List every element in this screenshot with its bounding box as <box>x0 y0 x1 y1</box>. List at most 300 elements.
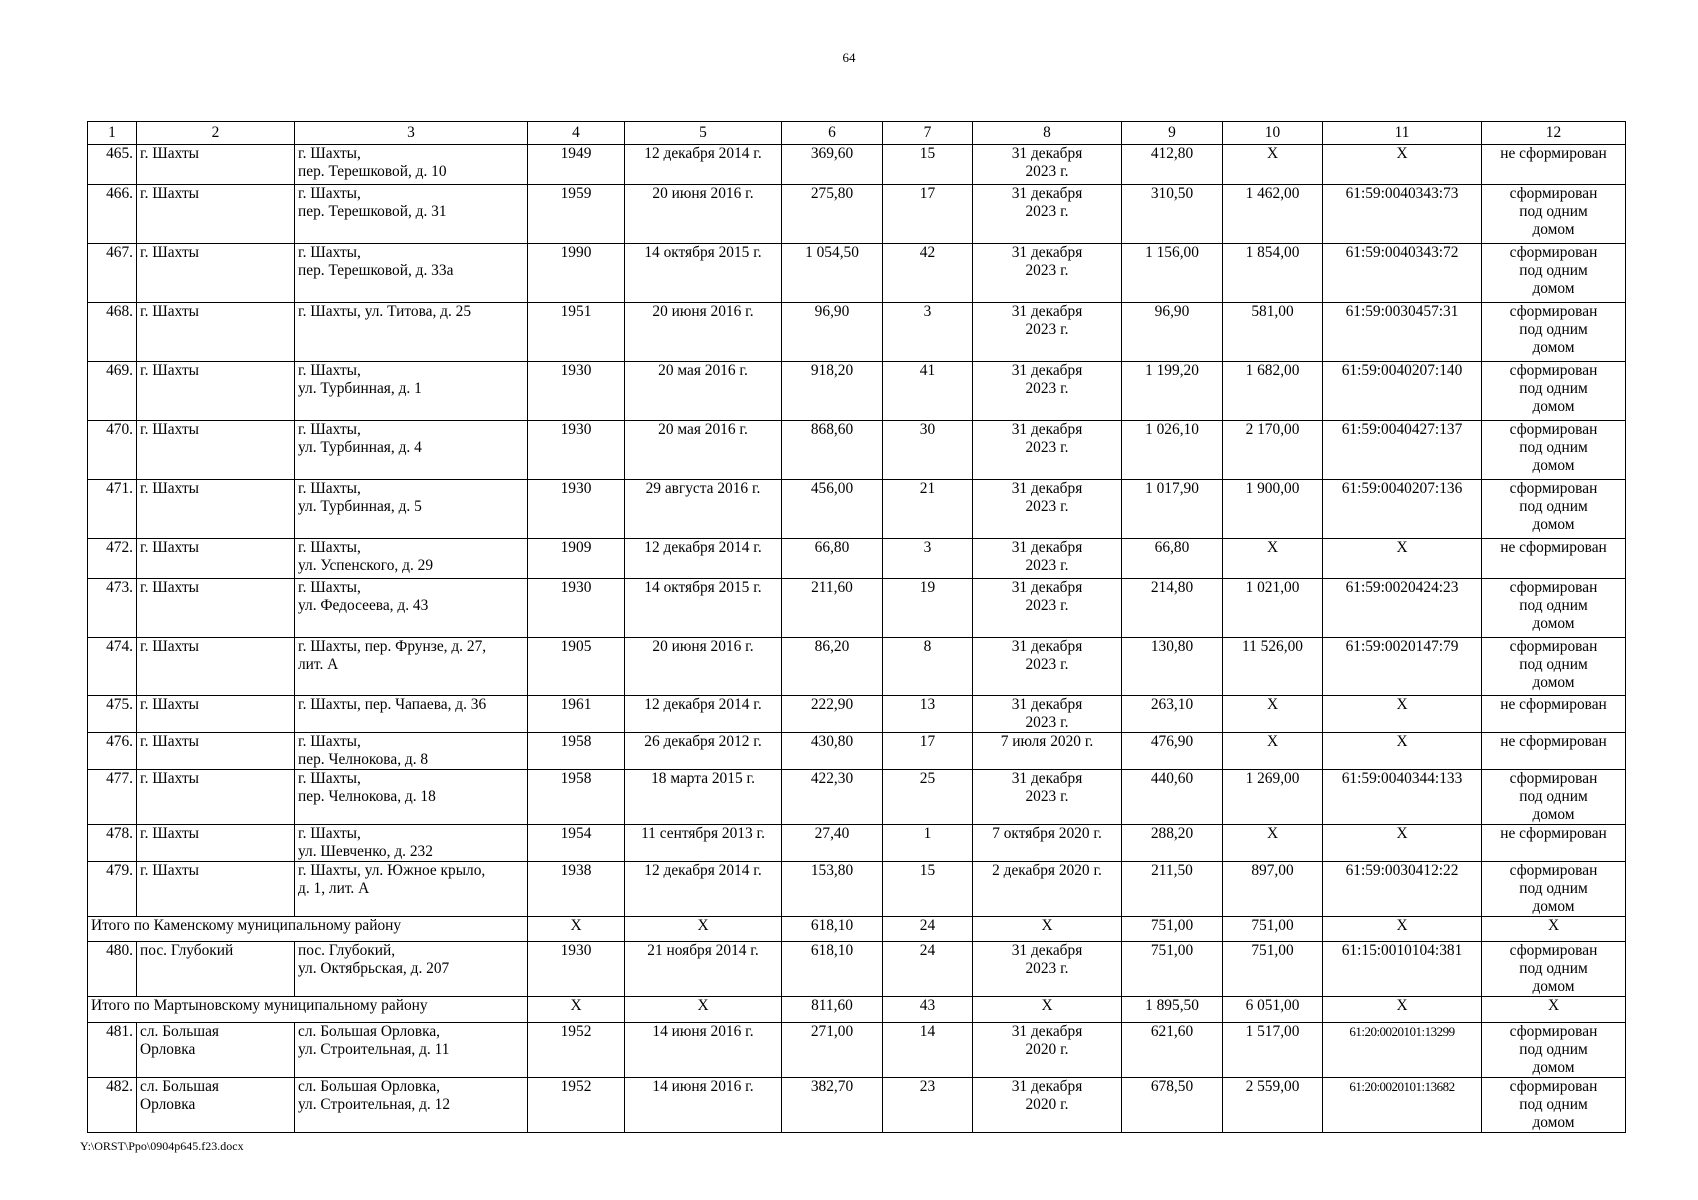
land-area: 751,00 <box>1223 917 1323 942</box>
cadastral-number: 61:59:0040427:137 <box>1323 421 1482 480</box>
deadline-line: 31 декабря <box>1011 942 1083 959</box>
table-row <box>88 185 1626 244</box>
land-status-line: домом <box>1532 1114 1575 1131</box>
year-built: 1938 <box>528 862 625 917</box>
deadline-line: 2023 г. <box>1025 788 1069 805</box>
row-number: 482. <box>88 1078 137 1133</box>
settlement: г. Шахты <box>137 733 295 770</box>
area-value: 382,70 <box>782 1078 883 1133</box>
cadastral-number: Х <box>1323 145 1482 185</box>
deadline <box>973 539 1122 579</box>
table-row <box>88 145 1626 185</box>
address-line: ул. Турбинная, д. 5 <box>298 498 422 515</box>
table-row <box>88 362 1626 421</box>
land-area: Х <box>1223 145 1323 185</box>
deadline-line: 2023 г. <box>1025 597 1069 614</box>
land-area: 1 854,00 <box>1223 244 1323 303</box>
deadline-line: 31 декабря <box>1011 421 1083 438</box>
land-status <box>1482 997 1626 1023</box>
deadline <box>973 185 1122 244</box>
deadline-line: 31 декабря <box>1011 244 1083 261</box>
table-row <box>88 244 1626 303</box>
area-value: 222,90 <box>782 696 883 733</box>
settlement-line: сл. Большая <box>140 1078 219 1095</box>
deadline <box>973 421 1122 480</box>
deadline <box>973 1078 1122 1133</box>
land-area: 581,00 <box>1223 303 1323 362</box>
residents-count: 42 <box>883 244 973 303</box>
land-status-line: под одним <box>1519 1096 1588 1113</box>
address <box>295 733 528 770</box>
deadline-line: 2023 г. <box>1025 656 1069 673</box>
year-built: 1909 <box>528 539 625 579</box>
total-area: 1 017,90 <box>1122 480 1223 539</box>
document-file-path: Y:\ORST\Ppo\0904p645.f23.docx <box>80 1139 244 1153</box>
column-number-row <box>88 122 1626 145</box>
land-status-line: не сформирован <box>1500 696 1607 713</box>
address <box>295 825 528 862</box>
deadline <box>973 997 1122 1023</box>
address-line: пер. Челнокова, д. 18 <box>298 788 436 805</box>
total-area: 751,00 <box>1122 917 1223 942</box>
deadline-line: 31 декабря <box>1011 145 1083 162</box>
address-line: г. Шахты, ул. Титова, д. 25 <box>298 303 472 320</box>
land-status-line: под одним <box>1519 498 1588 515</box>
address <box>295 421 528 480</box>
cadastral-number: Х <box>1323 917 1482 942</box>
settlement: г. Шахты <box>137 825 295 862</box>
decision-date: 14 октября 2015 г. <box>625 244 782 303</box>
address-line: г. Шахты, <box>298 825 361 842</box>
year-built: 1990 <box>528 244 625 303</box>
land-area: 2 559,00 <box>1223 1078 1323 1133</box>
settlement-line: Орловка <box>140 1041 196 1058</box>
total-area: 130,80 <box>1122 638 1223 696</box>
year-built: 1958 <box>528 770 625 825</box>
address <box>295 638 528 696</box>
table-row <box>88 421 1626 480</box>
deadline-line: 7 октября 2020 г. <box>992 825 1102 842</box>
deadline-line: 2 декабря 2020 г. <box>992 862 1102 879</box>
decision-date: 12 декабря 2014 г. <box>625 696 782 733</box>
land-status-line: Х <box>1547 917 1560 934</box>
cadastral-number: 61:59:0040343:73 <box>1323 185 1482 244</box>
table-row <box>88 638 1626 696</box>
cadastral-number: Х <box>1323 997 1482 1023</box>
table-row <box>88 770 1626 825</box>
land-status <box>1482 696 1626 733</box>
settlement: г. Шахты <box>137 579 295 638</box>
year-built: 1961 <box>528 696 625 733</box>
row-number: 466. <box>88 185 137 244</box>
land-status-line: домом <box>1532 398 1575 415</box>
decision-date: 12 декабря 2014 г. <box>625 539 782 579</box>
address <box>295 1023 528 1078</box>
deadline-line: 2023 г. <box>1025 262 1069 279</box>
area-value: 66,80 <box>782 539 883 579</box>
address-line: г. Шахты, <box>298 362 361 379</box>
address-line: ул. Строительная, д. 11 <box>298 1041 450 1058</box>
table-row <box>88 862 1626 917</box>
land-area: 1 021,00 <box>1223 579 1323 638</box>
deadline-line: 2020 г. <box>1025 1041 1069 1058</box>
row-number: 477. <box>88 770 137 825</box>
housing-table <box>87 121 1626 1133</box>
deadline-line: 2023 г. <box>1025 163 1069 180</box>
area-value: 430,80 <box>782 733 883 770</box>
land-status <box>1482 244 1626 303</box>
deadline <box>973 303 1122 362</box>
residents-count: 15 <box>883 145 973 185</box>
row-number: 465. <box>88 145 137 185</box>
land-area: Х <box>1223 539 1323 579</box>
total-area: 1 026,10 <box>1122 421 1223 480</box>
land-area: 897,00 <box>1223 862 1323 917</box>
land-status-line: под одним <box>1519 1041 1588 1058</box>
total-area: 678,50 <box>1122 1078 1223 1133</box>
address <box>295 539 528 579</box>
land-status <box>1482 770 1626 825</box>
land-status <box>1482 421 1626 480</box>
address-line: г. Шахты, <box>298 421 361 438</box>
land-status-line: под одним <box>1519 960 1588 977</box>
land-area: Х <box>1223 825 1323 862</box>
settlement: г. Шахты <box>137 185 295 244</box>
address-line: г. Шахты, <box>298 770 361 787</box>
settlement: г. Шахты <box>137 244 295 303</box>
year-built: 1930 <box>528 421 625 480</box>
deadline-line: 2023 г. <box>1025 714 1069 731</box>
row-number: 475. <box>88 696 137 733</box>
year-built: Х <box>528 917 625 942</box>
land-status-line: сформирован <box>1509 362 1598 379</box>
table-body <box>88 145 1626 1133</box>
land-area: 1 682,00 <box>1223 362 1323 421</box>
land-status-line: под одним <box>1519 380 1588 397</box>
address-line: ул. Шевченко, д. 232 <box>298 843 433 860</box>
land-status-line: не сформирован <box>1500 145 1607 162</box>
address <box>295 185 528 244</box>
decision-date: 26 декабря 2012 г. <box>625 733 782 770</box>
residents-count: 24 <box>883 942 973 997</box>
total-area: 288,20 <box>1122 825 1223 862</box>
deadline-line: 2023 г. <box>1025 498 1069 515</box>
land-status-line: Х <box>1547 997 1560 1014</box>
residents-count: 8 <box>883 638 973 696</box>
land-status-line: домом <box>1532 221 1575 238</box>
total-area: 440,60 <box>1122 770 1223 825</box>
address <box>295 145 528 185</box>
deadline-line: 2023 г. <box>1025 203 1069 220</box>
settlement <box>137 1023 295 1078</box>
land-status <box>1482 638 1626 696</box>
year-built: 1949 <box>528 145 625 185</box>
decision-date: 18 марта 2015 г. <box>625 770 782 825</box>
deadline <box>973 579 1122 638</box>
table-row <box>88 579 1626 638</box>
land-status-line: сформирован <box>1509 942 1598 959</box>
deadline <box>973 770 1122 825</box>
land-status <box>1482 942 1626 997</box>
district-total-row <box>88 917 1626 942</box>
deadline <box>973 942 1122 997</box>
land-status-line: под одним <box>1519 880 1588 897</box>
settlement: г. Шахты <box>137 145 295 185</box>
cadastral-number: 61:59:0040344:133 <box>1323 770 1482 825</box>
table-row <box>88 480 1626 539</box>
land-status-line: под одним <box>1519 656 1588 673</box>
land-status-line: домом <box>1532 806 1575 823</box>
deadline-line: 31 декабря <box>1011 362 1083 379</box>
area-value: 369,60 <box>782 145 883 185</box>
settlement-line: сл. Большая <box>140 1023 219 1040</box>
area-value: 456,00 <box>782 480 883 539</box>
residents-count: 17 <box>883 185 973 244</box>
address-line: ул. Турбинная, д. 1 <box>298 380 422 397</box>
table-row <box>88 539 1626 579</box>
land-status-line: домом <box>1532 898 1575 915</box>
residents-count: 24 <box>883 917 973 942</box>
area-value: 271,00 <box>782 1023 883 1078</box>
land-status-line: не сформирован <box>1500 539 1607 556</box>
address <box>295 862 528 917</box>
deadline-line: Х <box>1041 917 1053 934</box>
total-area: 211,50 <box>1122 862 1223 917</box>
land-status-line: сформирован <box>1509 421 1598 438</box>
row-number: 472. <box>88 539 137 579</box>
residents-count: 30 <box>883 421 973 480</box>
address-line: г. Шахты, <box>298 185 361 202</box>
row-number: 481. <box>88 1023 137 1078</box>
page-number: 64 <box>842 50 856 65</box>
address <box>295 770 528 825</box>
row-number: 469. <box>88 362 137 421</box>
deadline-line: 31 декабря <box>1011 303 1083 320</box>
land-status <box>1482 733 1626 770</box>
land-status <box>1482 303 1626 362</box>
area-value: 811,60 <box>782 997 883 1023</box>
settlement <box>137 1078 295 1133</box>
area-value: 918,20 <box>782 362 883 421</box>
address-line: сл. Большая Орловка, <box>298 1078 441 1095</box>
area-value: 422,30 <box>782 770 883 825</box>
deadline <box>973 244 1122 303</box>
address-line: ул. Успенского, д. 29 <box>298 557 434 574</box>
settlement: г. Шахты <box>137 421 295 480</box>
address-line: г. Шахты, <box>298 480 361 497</box>
land-status-line: под одним <box>1519 597 1588 614</box>
land-area: 1 462,00 <box>1223 185 1323 244</box>
deadline-line: 2023 г. <box>1025 960 1069 977</box>
land-area: 6 051,00 <box>1223 997 1323 1023</box>
land-status-line: сформирован <box>1509 1078 1598 1095</box>
row-number: 473. <box>88 579 137 638</box>
table-row <box>88 733 1626 770</box>
land-status-line: не сформирован <box>1500 733 1607 750</box>
residents-count: 17 <box>883 733 973 770</box>
land-status <box>1482 917 1626 942</box>
deadline-line: 31 декабря <box>1011 480 1083 497</box>
column-number-header: 7 <box>883 122 973 145</box>
deadline-line: 31 декабря <box>1011 579 1083 596</box>
residents-count: 3 <box>883 539 973 579</box>
land-area: Х <box>1223 696 1323 733</box>
total-area: 621,60 <box>1122 1023 1223 1078</box>
deadline-line: 2023 г. <box>1025 321 1069 338</box>
address <box>295 942 528 997</box>
land-status-line: не сформирован <box>1500 825 1607 842</box>
row-number: 470. <box>88 421 137 480</box>
residents-count: 14 <box>883 1023 973 1078</box>
total-area: 751,00 <box>1122 942 1223 997</box>
address-line: г. Шахты, <box>298 244 361 261</box>
land-status <box>1482 825 1626 862</box>
land-status <box>1482 579 1626 638</box>
deadline-line: 31 декабря <box>1011 185 1083 202</box>
land-status-line: домом <box>1532 674 1575 691</box>
address-line: ул. Федосеева, д. 43 <box>298 597 429 614</box>
address-line: г. Шахты, <box>298 733 361 750</box>
deadline <box>973 825 1122 862</box>
decision-date: Х <box>625 917 782 942</box>
year-built: 1930 <box>528 362 625 421</box>
deadline-line: 7 июля 2020 г. <box>1000 733 1094 750</box>
decision-date: 14 июня 2016 г. <box>625 1078 782 1133</box>
total-area: 412,80 <box>1122 145 1223 185</box>
cadastral-number: Х <box>1323 825 1482 862</box>
land-status <box>1482 185 1626 244</box>
address <box>295 362 528 421</box>
address-line: пос. Глубокий, <box>298 942 396 959</box>
address-line: г. Шахты, <box>298 145 361 162</box>
row-number: 474. <box>88 638 137 696</box>
deadline-line: 31 декабря <box>1011 770 1083 787</box>
cadastral-number: Х <box>1323 696 1482 733</box>
decision-date: 20 мая 2016 г. <box>625 421 782 480</box>
settlement: г. Шахты <box>137 480 295 539</box>
settlement: г. Шахты <box>137 862 295 917</box>
settlement: г. Шахты <box>137 696 295 733</box>
decision-date: 20 июня 2016 г. <box>625 185 782 244</box>
address-line: пер. Терешковой, д. 31 <box>298 203 447 220</box>
year-built: 1952 <box>528 1078 625 1133</box>
year-built: 1905 <box>528 638 625 696</box>
land-status-line: под одним <box>1519 321 1588 338</box>
land-area: 2 170,00 <box>1223 421 1323 480</box>
address <box>295 579 528 638</box>
address <box>295 480 528 539</box>
deadline <box>973 1023 1122 1078</box>
deadline-line: 31 декабря <box>1011 696 1083 713</box>
table-row <box>88 1023 1626 1078</box>
area-value: 618,10 <box>782 942 883 997</box>
residents-count: 3 <box>883 303 973 362</box>
column-number-header: 12 <box>1482 122 1626 145</box>
cadastral-number: 61:59:0040343:72 <box>1323 244 1482 303</box>
address-line: пер. Терешковой, д. 10 <box>298 163 447 180</box>
area-value: 96,90 <box>782 303 883 362</box>
area-value: 275,80 <box>782 185 883 244</box>
year-built: 1952 <box>528 1023 625 1078</box>
land-status-line: под одним <box>1519 203 1588 220</box>
address-line: д. 1, лит. А <box>298 880 370 897</box>
residents-count: 15 <box>883 862 973 917</box>
land-status-line: домом <box>1532 978 1575 995</box>
residents-count: 19 <box>883 579 973 638</box>
residents-count: 1 <box>883 825 973 862</box>
decision-date: 29 августа 2016 г. <box>625 480 782 539</box>
decision-date: Х <box>625 997 782 1023</box>
decision-date: 20 мая 2016 г. <box>625 362 782 421</box>
deadline <box>973 480 1122 539</box>
address-line: г. Шахты, ул. Южное крыло, <box>298 862 486 879</box>
land-status-line: под одним <box>1519 262 1588 279</box>
area-value: 86,20 <box>782 638 883 696</box>
cadastral-number: 61:15:0010104:381 <box>1323 942 1482 997</box>
land-status-line: сформирован <box>1509 303 1598 320</box>
land-status-line: домом <box>1532 615 1575 632</box>
land-status <box>1482 480 1626 539</box>
decision-date: 11 сентября 2013 г. <box>625 825 782 862</box>
cadastral-number: 61:59:0030457:31 <box>1323 303 1482 362</box>
land-status <box>1482 539 1626 579</box>
deadline <box>973 638 1122 696</box>
land-status-line: сформирован <box>1509 638 1598 655</box>
column-number-header: 9 <box>1122 122 1223 145</box>
land-status-line: домом <box>1532 339 1575 356</box>
housing-table-wrapper <box>87 121 1626 1133</box>
land-area: 1 900,00 <box>1223 480 1323 539</box>
area-value: 153,80 <box>782 862 883 917</box>
deadline-line: Х <box>1041 997 1053 1014</box>
year-built: 1959 <box>528 185 625 244</box>
land-status-line: сформирован <box>1509 244 1598 261</box>
land-status-line: сформирован <box>1509 770 1598 787</box>
deadline <box>973 917 1122 942</box>
area-value: 868,60 <box>782 421 883 480</box>
decision-date: 20 июня 2016 г. <box>625 303 782 362</box>
column-number-header: 11 <box>1323 122 1482 145</box>
column-number-header: 2 <box>137 122 295 145</box>
address-line: г. Шахты, пер. Фрунзе, д. 27, <box>298 638 487 655</box>
area-value: 1 054,50 <box>782 244 883 303</box>
area-value: 27,40 <box>782 825 883 862</box>
area-value: 618,10 <box>782 917 883 942</box>
cadastral-number: Х <box>1323 733 1482 770</box>
table-row <box>88 942 1626 997</box>
residents-count: 21 <box>883 480 973 539</box>
address-line: г. Шахты, <box>298 539 361 556</box>
cadastral-number: 61:59:0020424:23 <box>1323 579 1482 638</box>
cadastral-number: 61:59:0040207:140 <box>1323 362 1482 421</box>
year-built: 1930 <box>528 480 625 539</box>
residents-count: 41 <box>883 362 973 421</box>
land-status-line: домом <box>1532 280 1575 297</box>
column-number-header: 3 <box>295 122 528 145</box>
row-number: 471. <box>88 480 137 539</box>
address-line: пер. Челнокова, д. 8 <box>298 751 429 768</box>
total-area: 1 199,20 <box>1122 362 1223 421</box>
land-status <box>1482 862 1626 917</box>
settlement: г. Шахты <box>137 303 295 362</box>
table-row <box>88 1078 1626 1133</box>
total-area: 1 895,50 <box>1122 997 1223 1023</box>
deadline-line: 31 декабря <box>1011 1023 1083 1040</box>
cadastral-number: 61:59:0030412:22 <box>1323 862 1482 917</box>
table-row <box>88 303 1626 362</box>
land-area: 11 526,00 <box>1223 638 1323 696</box>
decision-date: 12 декабря 2014 г. <box>625 145 782 185</box>
